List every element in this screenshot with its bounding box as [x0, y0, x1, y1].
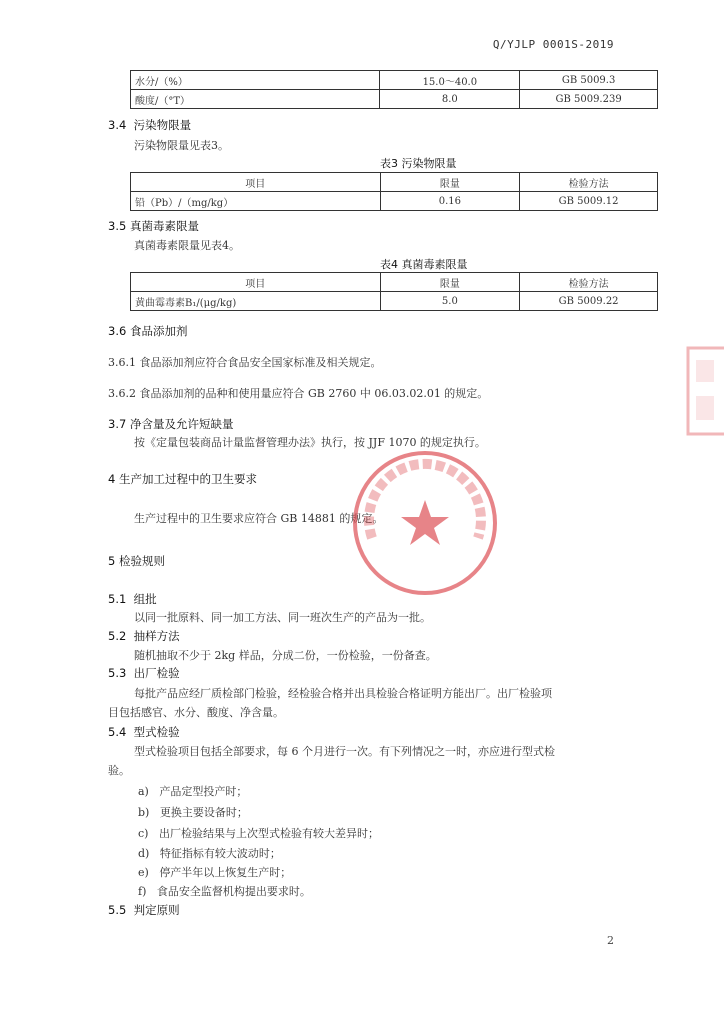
table-cell-item: 水分/（%）	[131, 71, 380, 90]
table-row	[131, 90, 658, 109]
list-text: 更换主要设备时；	[159, 806, 248, 819]
table-cell-value: 0.16	[380, 192, 520, 211]
section-number: 5.1	[108, 592, 127, 606]
list-text: 食品安全监督机构提出要求时。	[156, 885, 311, 898]
list-marker: d)	[138, 847, 150, 860]
table-cell-value: 15.0～40.0	[380, 71, 520, 90]
table-header-cell: 项目	[131, 173, 381, 192]
list-text: 特征指标有较大波动时；	[159, 847, 281, 860]
table-row	[131, 71, 658, 90]
section-5-2-heading	[108, 628, 180, 644]
document-code: Q/YJLP 0001S-2019	[492, 38, 614, 51]
table-3-caption: 表3 污染物限量	[380, 157, 457, 170]
edge-seal-fragment	[684, 344, 724, 438]
page-number: 2	[607, 934, 614, 947]
section-title: 判定原则	[133, 903, 180, 917]
table-4	[130, 272, 658, 311]
table-header-row	[131, 173, 658, 192]
section-number: 5.4	[108, 725, 127, 739]
company-seal	[350, 448, 500, 598]
section-number: 5.5	[108, 903, 127, 917]
list-marker: c)	[138, 827, 149, 840]
list-marker: e)	[138, 866, 149, 879]
table-cell-value: 5.0	[380, 292, 520, 311]
table-header-cell: 限量	[380, 273, 520, 292]
section-title: 出厂检验	[133, 666, 180, 680]
list-text: 产品定型投产时；	[159, 785, 248, 798]
list-item	[138, 783, 247, 799]
table-cell-item: 铅（Pb）/（mg/kg）	[131, 192, 381, 211]
section-3-7-heading: 3.7 净含量及允许短缺量	[108, 417, 234, 431]
section-5-3-text-line2: 目包括感官、水分、酸度、净含量。	[108, 706, 284, 719]
table-header-cell: 项目	[131, 273, 381, 292]
section-3-6-2-text: 3.6.2 食品添加剂的品种和使用量应符合 GB 2760 中 06.03.02.01 的规定。	[108, 387, 489, 400]
section-3-6-1-text: 3.6.1 食品添加剂应符合食品安全国家标准及相关规定。	[108, 356, 382, 369]
section-3-4-text: 污染物限量见表3。	[134, 139, 229, 152]
section-title: 真菌毒素限量	[129, 219, 199, 233]
list-marker: f)	[138, 885, 147, 898]
section-title: 抽样方法	[133, 629, 180, 643]
section-3-5-text: 真菌毒素限量见表4。	[134, 239, 240, 252]
table-row	[131, 192, 658, 211]
table-cell-method: GB 5009.12	[520, 192, 658, 211]
table-header-cell: 检验方法	[520, 273, 658, 292]
table-cell-item: 黄曲霉毒素B₁/(μg/kg)	[131, 292, 381, 311]
table-continued	[130, 70, 658, 109]
table-4-caption: 表4 真菌毒素限量	[380, 258, 468, 271]
table-header-cell: 检验方法	[520, 173, 658, 192]
list-marker: a)	[138, 785, 149, 798]
section-title: 型式检验	[133, 725, 180, 739]
section-number: 3.4	[108, 118, 127, 132]
section-title: 组批	[133, 592, 157, 606]
list-item	[138, 804, 248, 820]
section-3-6-heading: 3.6 食品添加剂	[108, 324, 188, 338]
table-cell-method: GB 5009.22	[520, 292, 658, 311]
section-5-3-heading	[108, 665, 180, 681]
section-4-text: 生产过程中的卫生要求应符合 GB 14881 的规定。	[134, 512, 384, 525]
section-3-5-heading	[108, 218, 199, 234]
table-header-cell: 限量	[380, 173, 520, 192]
section-number: 3.5	[108, 219, 127, 233]
section-4-heading: 4 生产加工过程中的卫生要求	[108, 472, 257, 486]
section-3-7-text: 按《定量包装商品计量监督管理办法》执行，按 JJF 1070 的规定执行。	[134, 436, 486, 449]
section-5-4-heading	[108, 724, 180, 740]
list-marker: b)	[138, 806, 150, 819]
section-3-4-heading	[108, 117, 191, 133]
section-5-4-text-line2: 验。	[108, 764, 130, 777]
section-number: 5.2	[108, 629, 127, 643]
section-5-3-text-line1: 每批产品应经厂质检部门检验，经检验合格并出具检验合格证明方能出厂。出厂检验项	[134, 687, 552, 700]
table-3	[130, 172, 658, 211]
table-cell-method: GB 5009.239	[520, 90, 658, 109]
section-number: 5.3	[108, 666, 127, 680]
table-cell-value: 8.0	[380, 90, 520, 109]
list-item	[138, 883, 311, 899]
section-5-1-text: 以同一批原料、同一加工方法、同一班次生产的产品为一批。	[134, 611, 431, 624]
section-5-heading: 5 检验规则	[108, 554, 165, 568]
list-item	[138, 864, 291, 880]
section-5-5-heading	[108, 902, 180, 918]
section-title: 污染物限量	[133, 118, 192, 132]
list-text: 停产半年以上恢复生产时；	[159, 866, 292, 879]
list-item	[138, 845, 281, 861]
table-header-row	[131, 273, 658, 292]
table-row	[131, 292, 658, 311]
list-text: 出厂检验结果与上次型式检验有较大差异时；	[158, 827, 379, 840]
table-cell-item: 酸度/（°T）	[131, 90, 380, 109]
section-5-4-text-line1: 型式检验项目包括全部要求，每 6 个月进行一次。有下列情况之一时，亦应进行型式检	[134, 745, 555, 758]
table-cell-method: GB 5009.3	[520, 71, 658, 90]
list-item	[138, 825, 379, 841]
section-5-1-heading	[108, 591, 157, 607]
section-5-2-text: 随机抽取不少于 2kg 样品，分成二份，一份检验，一份备查。	[134, 649, 437, 662]
